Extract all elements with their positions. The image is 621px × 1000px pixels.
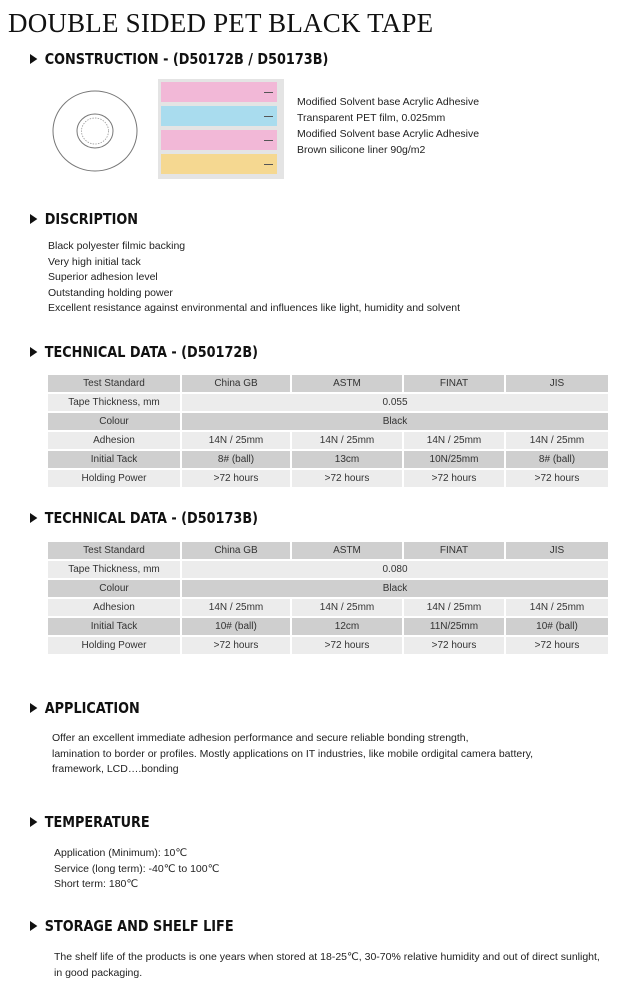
tape-roll-outer xyxy=(53,91,137,171)
table-header-cell: ASTM xyxy=(292,542,404,561)
table-cell: >72 hours xyxy=(404,637,506,656)
table-cell: 11N/25mm xyxy=(404,618,506,637)
layer-1-label: Modified Solvent base Acrylic Adhesive xyxy=(297,96,480,108)
table-cell: >72 hours xyxy=(404,470,506,489)
layer-2-label: Transparent PET film, 0.025mm xyxy=(297,112,446,124)
application-line: framework, LCD….bonding xyxy=(52,763,179,775)
application-heading-text: APPLICATION xyxy=(44,699,140,717)
table-cell: >72 hours xyxy=(506,470,610,489)
table-cell: >72 hours xyxy=(292,637,404,656)
table-header-cell: JIS xyxy=(506,375,610,394)
page-title: DOUBLE SIDED PET BLACK TAPE xyxy=(8,8,434,38)
tech-data-1-heading xyxy=(30,343,258,361)
table-cell: >72 hours xyxy=(506,637,610,656)
table-header-cell: FINAT xyxy=(404,375,506,394)
table-header-cell: FINAT xyxy=(404,542,506,561)
layer-4-label: Brown silicone liner 90g/m2 xyxy=(297,144,426,156)
tech-data-1-heading-text: TECHNICAL DATA - (D50172B) xyxy=(44,343,258,361)
application-text xyxy=(52,731,533,778)
layer-stack-diagram xyxy=(158,79,284,179)
description-item: Very high initial tack xyxy=(48,255,141,268)
row-label: Holding Power xyxy=(48,470,182,489)
tech-data-2-heading xyxy=(30,509,258,527)
row-label: Holding Power xyxy=(48,637,182,656)
table-header-cell: Test Standard xyxy=(48,542,182,561)
construction-heading-text: CONSTRUCTION - (D50172B / D50173B) xyxy=(44,50,329,68)
table-cell: 14N / 25mm xyxy=(182,432,292,451)
layer-3-swatch xyxy=(161,130,277,150)
table-cell: 14N / 25mm xyxy=(292,432,404,451)
table-header-cell: China GB xyxy=(182,375,292,394)
storage-heading-text: STORAGE AND SHELF LIFE xyxy=(44,917,234,935)
temperature-line: Short term: 180℃ xyxy=(54,878,139,890)
layer-2-swatch xyxy=(161,106,277,126)
table-header-row xyxy=(48,375,610,394)
tech-data-2-heading-text: TECHNICAL DATA - (D50173B) xyxy=(44,509,258,527)
table-cell: 0.080 xyxy=(182,561,610,580)
table-cell: 0.055 xyxy=(182,394,610,413)
table-row xyxy=(48,561,610,580)
description-heading xyxy=(30,210,138,228)
table-cell: >72 hours xyxy=(182,470,292,489)
temperature-heading xyxy=(30,813,150,831)
table-cell: 10# (ball) xyxy=(182,618,292,637)
table-cell: 14N / 25mm xyxy=(292,599,404,618)
storage-heading xyxy=(30,917,234,935)
layer-4-swatch xyxy=(161,154,277,174)
table-cell: 10N/25mm xyxy=(404,451,506,470)
application-line: lamination to border or profiles. Mostly applications on IT industries, like mobile ordigital camera battery, xyxy=(52,747,534,760)
tape-roll-diagram xyxy=(50,88,140,174)
table-cell: >72 hours xyxy=(292,470,404,489)
row-label: Adhesion xyxy=(48,432,182,451)
temperature-list xyxy=(54,846,219,893)
table-cell: 14N / 25mm xyxy=(182,599,292,618)
table-cell: 12cm xyxy=(292,618,404,637)
table-header-row xyxy=(48,542,610,561)
triangle-bullet-icon xyxy=(30,347,37,357)
table-cell: >72 hours xyxy=(182,637,292,656)
table-row xyxy=(48,637,610,656)
layer-labels xyxy=(297,94,479,158)
table-row xyxy=(48,599,610,618)
tech-data-1-table xyxy=(48,375,610,489)
row-label: Tape Thickness, mm xyxy=(48,561,182,580)
temperature-heading-text: TEMPERATURE xyxy=(44,813,150,831)
description-item: Outstanding holding power xyxy=(48,286,173,299)
description-item: Excellent resistance against environmental and influences like light, humidity and solvent xyxy=(48,302,461,314)
row-label: Colour xyxy=(48,413,182,432)
table-cell: 8# (ball) xyxy=(506,451,610,470)
temperature-line: Service (long term): -40℃ to 100℃ xyxy=(54,862,220,875)
table-row xyxy=(48,413,610,432)
table-row xyxy=(48,470,610,489)
temperature-line: Application (Minimum): 10℃ xyxy=(54,847,188,859)
table-cell: 14N / 25mm xyxy=(506,432,610,451)
table-cell: 14N / 25mm xyxy=(506,599,610,618)
layer-1-swatch xyxy=(161,82,277,102)
table-row xyxy=(48,618,610,637)
tech-data-2-table xyxy=(48,542,610,656)
table-header-cell: JIS xyxy=(506,542,610,561)
triangle-bullet-icon xyxy=(30,921,37,931)
description-list xyxy=(48,239,460,317)
row-label: Adhesion xyxy=(48,599,182,618)
construction-heading xyxy=(30,50,328,68)
table-cell: 8# (ball) xyxy=(182,451,292,470)
table-header-cell: China GB xyxy=(182,542,292,561)
description-item: Superior adhesion level xyxy=(48,271,158,283)
row-label: Initial Tack xyxy=(48,451,182,470)
table-row xyxy=(48,394,610,413)
layer-3-label: Modified Solvent base Acrylic Adhesive xyxy=(297,128,480,140)
table-cell: 10# (ball) xyxy=(506,618,610,637)
description-item: Black polyester filmic backing xyxy=(48,240,186,252)
table-cell: 13cm xyxy=(292,451,404,470)
application-heading xyxy=(30,699,140,717)
table-cell: Black xyxy=(182,413,610,432)
application-line: Offer an excellent immediate adhesion performance and secure reliable bonding strength, xyxy=(52,732,469,744)
row-label: Initial Tack xyxy=(48,618,182,637)
storage-text xyxy=(54,950,602,981)
triangle-bullet-icon xyxy=(30,54,37,64)
table-cell: 14N / 25mm xyxy=(404,599,506,618)
triangle-bullet-icon xyxy=(30,513,37,523)
storage-paragraph: The shelf life of the products is one years when stored at 18-25℃, 30-70% relative humidity and out of direct sunlight, in good packaging. xyxy=(54,951,600,979)
row-label: Colour xyxy=(48,580,182,599)
table-cell: 14N / 25mm xyxy=(404,432,506,451)
triangle-bullet-icon xyxy=(30,214,37,224)
triangle-bullet-icon xyxy=(30,703,37,713)
triangle-bullet-icon xyxy=(30,817,37,827)
table-row xyxy=(48,580,610,599)
table-cell: Black xyxy=(182,580,610,599)
table-header-cell: ASTM xyxy=(292,375,404,394)
table-row xyxy=(48,451,610,470)
table-header-cell: Test Standard xyxy=(48,375,182,394)
table-row xyxy=(48,432,610,451)
description-heading-text: DISCRIPTION xyxy=(44,210,139,228)
row-label: Tape Thickness, mm xyxy=(48,394,182,413)
